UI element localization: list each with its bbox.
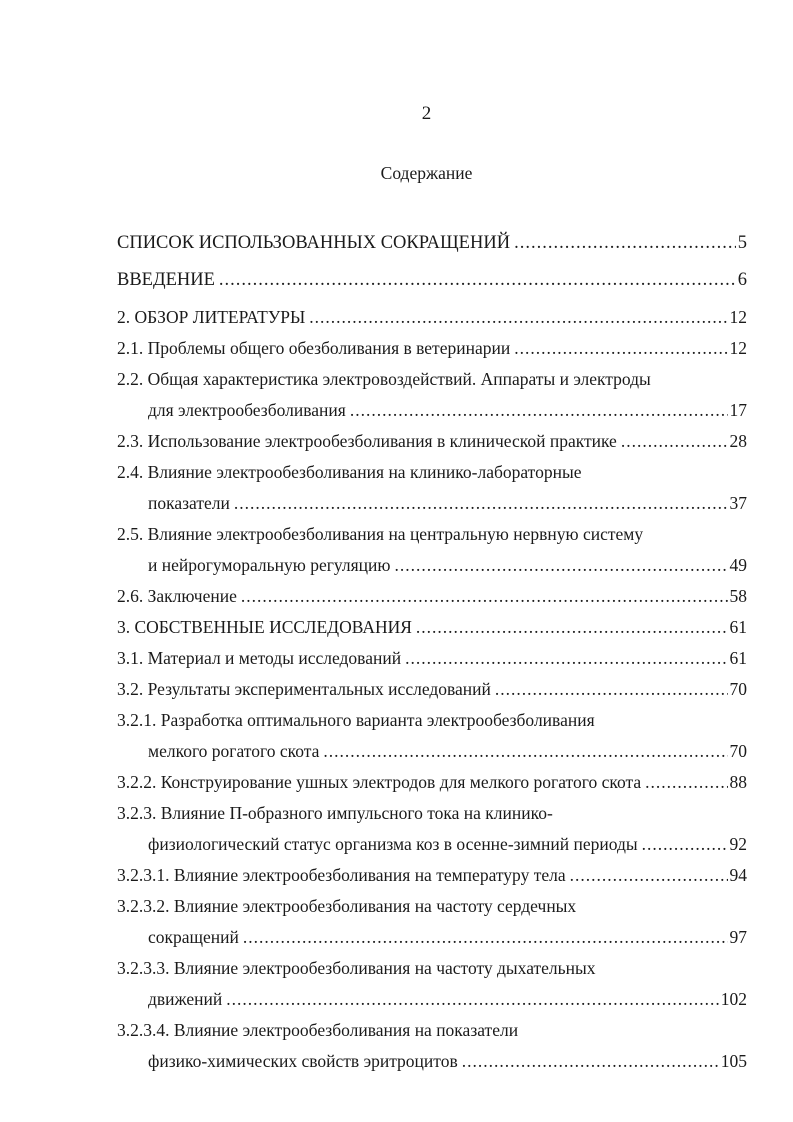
toc-entry-text: 3.2.2. Конструирование ушных электродов для мелкого рогатого скота <box>117 772 642 792</box>
leader-dots <box>570 860 728 891</box>
toc-entry <box>117 705 747 767</box>
toc-entry-text: и нейрогуморальную регуляцию <box>148 555 391 575</box>
toc-entry-page: 17 <box>729 400 747 420</box>
toc-entry-first-line: 3.2.3.4. Влияние электрообезболивания на показатели <box>117 1020 519 1040</box>
toc-entry <box>117 612 747 643</box>
leader-dots <box>514 333 727 364</box>
toc-entry <box>117 953 747 1015</box>
table-of-contents <box>117 228 747 1077</box>
toc-entry <box>117 1015 747 1077</box>
toc-entry <box>117 519 747 581</box>
toc-entry <box>117 643 747 674</box>
toc-entry-first-line: 2.2. Общая характеристика электровоздействий. Аппараты и электроды <box>117 369 651 389</box>
toc-entry <box>117 228 747 259</box>
leader-dots <box>645 767 727 798</box>
toc-entry-page: 61 <box>729 617 747 637</box>
toc-entry-text: движений <box>148 989 223 1009</box>
toc-entry-text: физиологический статус организма коз в осенне-зимний периоды <box>148 834 638 854</box>
toc-entry <box>117 674 747 705</box>
toc-entry-first-line: 3.2.3. Влияние П-образного импульсного тока на клинико- <box>117 803 553 823</box>
toc-entry-page: 61 <box>729 648 747 668</box>
toc-entry-page: 70 <box>729 741 747 761</box>
toc-entry-text: мелкого рогатого скота <box>148 741 320 761</box>
toc-entry-first-line: 3.2.1. Разработка оптимального варианта электрообезболивания <box>117 710 595 730</box>
toc-entry-text: 3.2. Результаты экспериментальных исследований <box>117 679 491 699</box>
toc-entry-page: 28 <box>729 431 747 451</box>
toc-entry-text: показатели <box>148 493 230 513</box>
leader-dots <box>241 581 728 612</box>
leader-dots <box>642 829 728 860</box>
toc-entry <box>117 426 747 457</box>
toc-entry <box>117 581 747 612</box>
toc-entry <box>117 457 747 519</box>
toc-entry-text: 2.6. Заключение <box>117 586 237 606</box>
toc-entry-page: 58 <box>729 586 747 606</box>
leader-dots <box>621 426 728 457</box>
toc-entry-page: 49 <box>729 555 747 575</box>
leader-dots <box>405 643 727 674</box>
leader-dots <box>323 736 727 767</box>
toc-entry-page: 94 <box>729 865 747 885</box>
toc-entry-text: сокращений <box>148 927 239 947</box>
toc-entry-text: для электрообезболивания <box>148 400 346 420</box>
toc-entry <box>117 891 747 953</box>
page-title: Содержание <box>380 163 473 183</box>
toc-entry-page: 70 <box>729 679 747 699</box>
toc-entry <box>117 798 747 860</box>
leader-dots <box>514 228 736 259</box>
toc-entry-page: 92 <box>729 834 747 854</box>
toc-entry <box>117 265 747 296</box>
toc-entry-text: ВВЕДЕНИЕ <box>117 270 215 290</box>
toc-entry-text: 2. ОБЗОР ЛИТЕРАТУРЫ <box>117 307 306 327</box>
leader-dots <box>226 984 718 1015</box>
toc-entry-text: СПИСОК ИСПОЛЬЗОВАННЫХ СОКРАЩЕНИЙ <box>117 233 511 253</box>
toc-entry-text: 3. СОБСТВЕННЫЕ ИССЛЕДОВАНИЯ <box>117 617 412 637</box>
toc-entry-first-line: 2.4. Влияние электрообезболивания на клинико-лабораторные <box>117 462 582 482</box>
toc-entry-page: 6 <box>737 270 747 290</box>
leader-dots <box>219 265 736 296</box>
toc-entry-text: 3.1. Материал и методы исследований <box>117 648 402 668</box>
toc-entry <box>117 767 747 798</box>
toc-entry-first-line: 3.2.3.3. Влияние электрообезболивания на частоту дыхательных <box>117 958 596 978</box>
leader-dots <box>350 395 728 426</box>
toc-entry-page: 5 <box>737 233 747 253</box>
toc-entry-text: 3.2.3.1. Влияние электрообезболивания на температуру тела <box>117 865 566 885</box>
leader-dots <box>234 488 728 519</box>
toc-entry-page: 88 <box>729 772 747 792</box>
toc-entry <box>117 302 747 333</box>
toc-entry-page: 102 <box>720 989 747 1009</box>
toc-entry <box>117 333 747 364</box>
toc-entry-page: 12 <box>729 307 747 327</box>
leader-dots <box>309 302 727 333</box>
toc-entry-page: 105 <box>720 1051 747 1071</box>
toc-entry-first-line: 2.5. Влияние электрообезболивания на центральную нервную систему <box>117 524 644 544</box>
toc-entry-page: 97 <box>729 927 747 947</box>
toc-entry-text: 2.3. Использование электрообезболивания в клинической практике <box>117 431 617 451</box>
leader-dots <box>243 922 728 953</box>
toc-entry <box>117 860 747 891</box>
leader-dots <box>394 550 727 581</box>
leader-dots <box>495 674 728 705</box>
toc-entry <box>117 364 747 426</box>
toc-entry-text: физико-химических свойств эритроцитов <box>148 1051 458 1071</box>
leader-dots <box>416 612 728 643</box>
toc-entry-page: 12 <box>729 338 747 358</box>
toc-entry-first-line: 3.2.3.2. Влияние электрообезболивания на частоту сердечных <box>117 896 577 916</box>
leader-dots <box>462 1046 719 1077</box>
page-number: 2 <box>421 103 432 124</box>
toc-entry-page: 37 <box>729 493 747 513</box>
toc-entry-text: 2.1. Проблемы общего обезболивания в ветеринарии <box>117 338 511 358</box>
